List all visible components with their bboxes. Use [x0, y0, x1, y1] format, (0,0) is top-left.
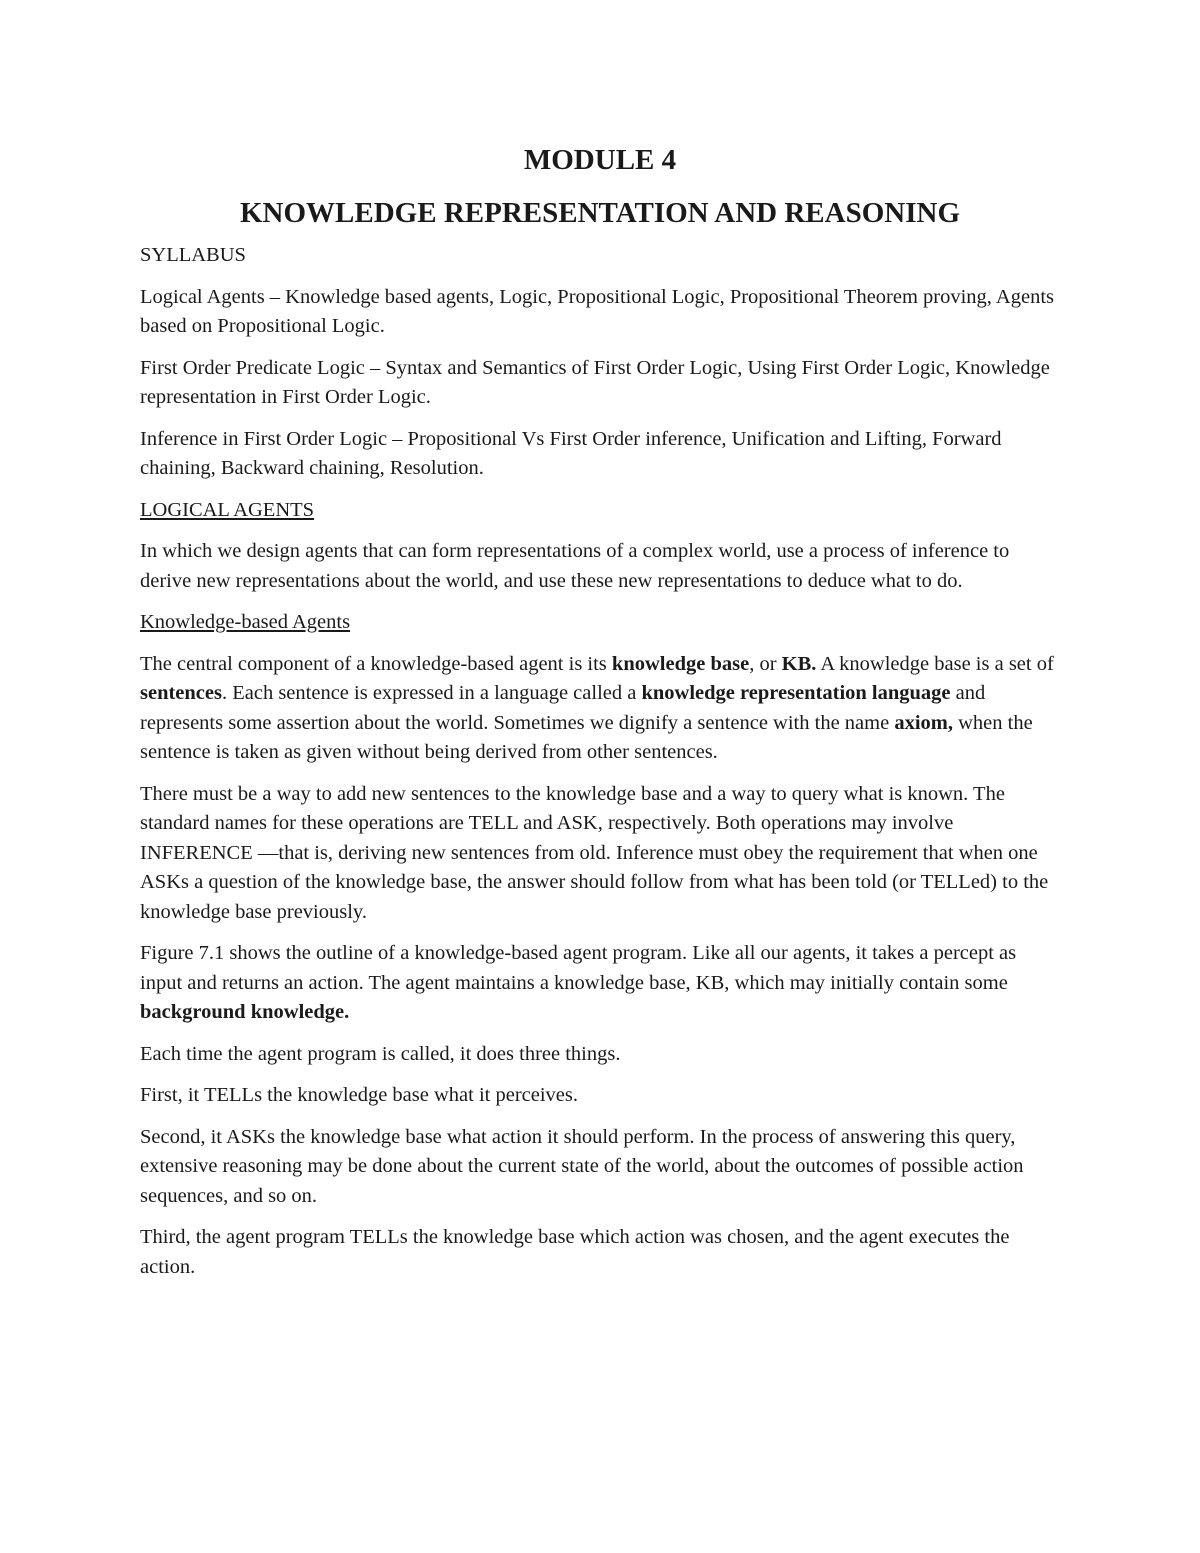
section-heading-logical-agents: LOGICAL AGENTS	[140, 498, 315, 521]
kb-paragraph-6: Second, it ASKs the knowledge base what action it should perform. In the process of answering this query, extensive reasoning may be done about the current state of the world, about the outcomes of possible action sequences, and so on.	[140, 1125, 1024, 1207]
kb-paragraph-5: First, it TELLs the knowledge base what it perceives.	[140, 1084, 578, 1106]
kb-paragraph-2: There must be a way to add new sentences to the knowledge base and a way to query what is known. The standard names for these operations are TELL and ASK, respectively. Both operations may involve INFERENCE —that is, deriving new sentences from old. Inference must obey the requirement that when one ASKs a question of the knowledge base, the answer should follow from what has been told (or TELLed) to the knowledge base previously.	[140, 782, 1049, 923]
kb-paragraph-7: Third, the agent program TELLs the knowledge base which action was chosen, and the agent executes the action.	[140, 1226, 1010, 1278]
syllabus-item-inference: Inference in First Order Logic – Propositional Vs First Order inference, Unification and Lifting, Forward chaining, Backward chaining, Resolution.	[140, 427, 1002, 479]
term-axiom: axiom,	[894, 711, 953, 734]
document-page	[140, 140, 1060, 1294]
term-kb: KB.	[781, 652, 817, 675]
text-run: . Each sentence is expressed in a language called a	[221, 682, 642, 704]
text-run: The central component of a knowledge-based agent is its	[140, 652, 612, 675]
term-sentences: sentences	[140, 682, 222, 704]
syllabus-label: SYLLABUS	[140, 244, 246, 266]
kb-paragraph-4: Each time the agent program is called, it does three things.	[140, 1042, 621, 1065]
text-run: when the sentence is taken as given without being derived from other sentences.	[140, 711, 1033, 763]
syllabus-item-logical-agents: Logical Agents – Knowledge based agents, Logic, Propositional Logic, Propositional Theorem proving, Agents based on Propositional Logic.	[140, 285, 1055, 337]
text-run: A knowledge base is a set of	[816, 652, 1054, 675]
kb-paragraph-3	[140, 939, 1060, 1028]
text-run: and represents some assertion about the world. Sometimes we dignify a sentence with the name	[140, 682, 986, 734]
term-background-knowledge: background knowledge.	[140, 1001, 350, 1023]
syllabus-item-first-order-logic: First Order Predicate Logic – Syntax and Semantics of First Order Logic, Using First Order Logic, Knowledge representation in First Order Logic.	[140, 356, 1050, 408]
section-heading-kb-agents: Knowledge-based Agents	[140, 611, 351, 633]
term-kr-language: knowledge representation language	[641, 682, 951, 704]
term-knowledge-base: knowledge base	[611, 652, 750, 675]
kb-paragraph-1	[140, 650, 1060, 768]
text-run: , or	[749, 652, 782, 675]
page-title: KNOWLEDGE REPRESENTATION AND REASONING	[239, 197, 960, 229]
text-run: Figure 7.1 shows the outline of a knowledge-based agent program. Like all our agents, it takes a percept as input and returns an action. The agent maintains a knowledge base, KB, which may initially contain some	[140, 942, 1017, 994]
module-heading: MODULE 4	[523, 144, 677, 176]
logical-agents-intro: In which we design agents that can form representations of a complex world, use a process of inference to derive new representations about the world, and use these new representations to deduce what to do.	[140, 540, 1010, 592]
